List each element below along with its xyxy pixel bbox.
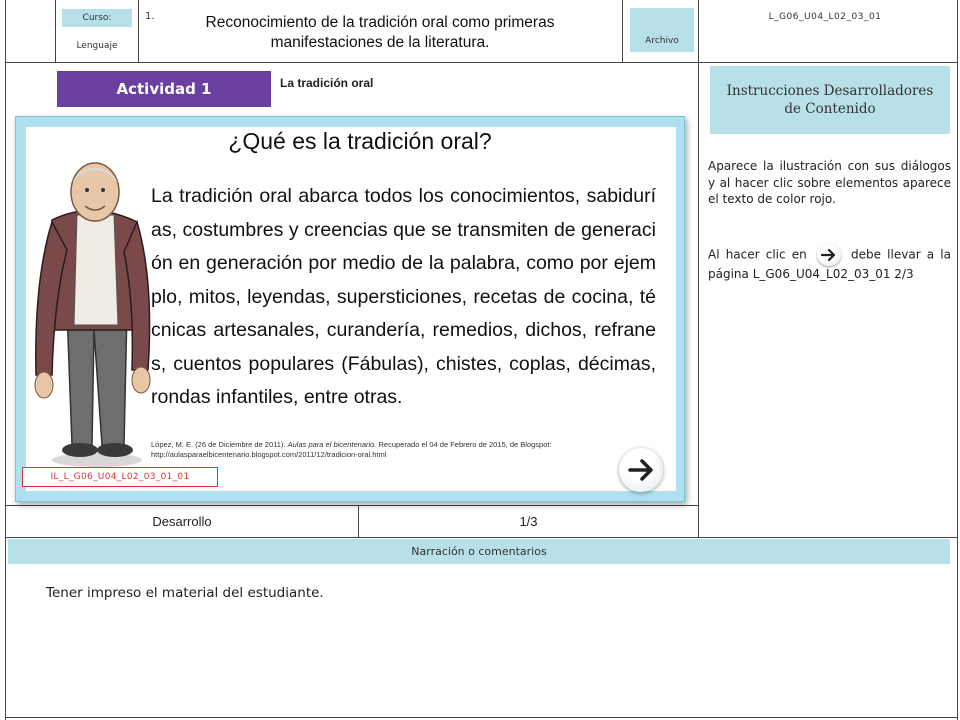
- narration-divider: [5, 537, 958, 538]
- lesson-number: 1.: [145, 11, 155, 22]
- narration-text: Tener impreso el material del estudiante.: [46, 585, 324, 601]
- table-border-bottom: [5, 717, 958, 718]
- stage-label: Desarrollo: [152, 514, 212, 529]
- activity-topic: La tradición oral: [280, 76, 374, 90]
- instructions-p2-before: Al hacer clic en: [708, 247, 807, 262]
- narration-title: Narración o comentarios: [8, 539, 950, 564]
- course-label: Curso:: [62, 9, 132, 27]
- header-col-line-2: [138, 0, 139, 62]
- instructions-p2-after: debe llevar a la página L_G06_U04_L02_03_01 2/3: [708, 247, 951, 281]
- slide-heading: ¿Qué es la tradición oral?: [228, 128, 492, 154]
- old-man-illustration: [22, 160, 162, 470]
- page-indicator: 1/3: [519, 514, 538, 529]
- instructions-paragraph-1: Aparece la ilustración con sus diálogos y al hacer clic sobre elementos aparece el texto de color rojo.: [708, 159, 951, 206]
- header-col-line-3: [622, 0, 623, 62]
- citation-url: http://aulasparaelbicentenario.blogspot.com/2011/12/tradicion-oral.html: [151, 450, 387, 459]
- main-col-line: [698, 0, 699, 537]
- instructions-title: Instrucciones Desarrolladores de Contenido: [710, 66, 950, 134]
- page-title: Reconocimiento de la tradición oral como primeras manifestaciones de la literatura.: [205, 14, 555, 51]
- slide-citation: [151, 440, 651, 460]
- file-code: L_G06_U04_L02_03_01: [768, 12, 882, 22]
- activity-badge: Actividad 1: [57, 71, 271, 107]
- arrow-right-icon: [619, 448, 663, 492]
- image-id-label: IL_L_G06_U04_L02_03_01_01: [22, 467, 218, 487]
- arrow-right-icon: [817, 244, 841, 266]
- next-button[interactable]: [619, 448, 663, 492]
- citation-title: Aulas para el bicentenario.: [287, 440, 377, 449]
- slide-body-text: La tradición oral abarca todos los conocimientos, sabidurías, costumbres y creencias que se transmiten de generación en generación por medio de la palabra, como por ejemplo, mitos, leyendas, supersticiones, recetas de cocina, técnicas artesanales, curandería, remedios, dichos, refranes, cuentos populares (Fábulas), chistes, coplas, décimas, rondas infantiles, entre otras.: [151, 185, 656, 408]
- inline-arrow-icon: [817, 244, 841, 266]
- header-col-line-1: [55, 0, 56, 62]
- archive-label: Archivo: [630, 8, 694, 52]
- table-border-left: [5, 0, 6, 720]
- subject-label: Lenguaje: [76, 41, 118, 51]
- table-border-right: [957, 0, 958, 720]
- citation-author: López, M. E. (26 de Diciembre de 2011).: [151, 440, 288, 449]
- header-divider: [5, 62, 958, 63]
- citation-retrieved: Recuperado el 04 de Febrero de 2015, de Blogspot:: [376, 440, 552, 449]
- instructions-paragraph-2: [708, 244, 951, 283]
